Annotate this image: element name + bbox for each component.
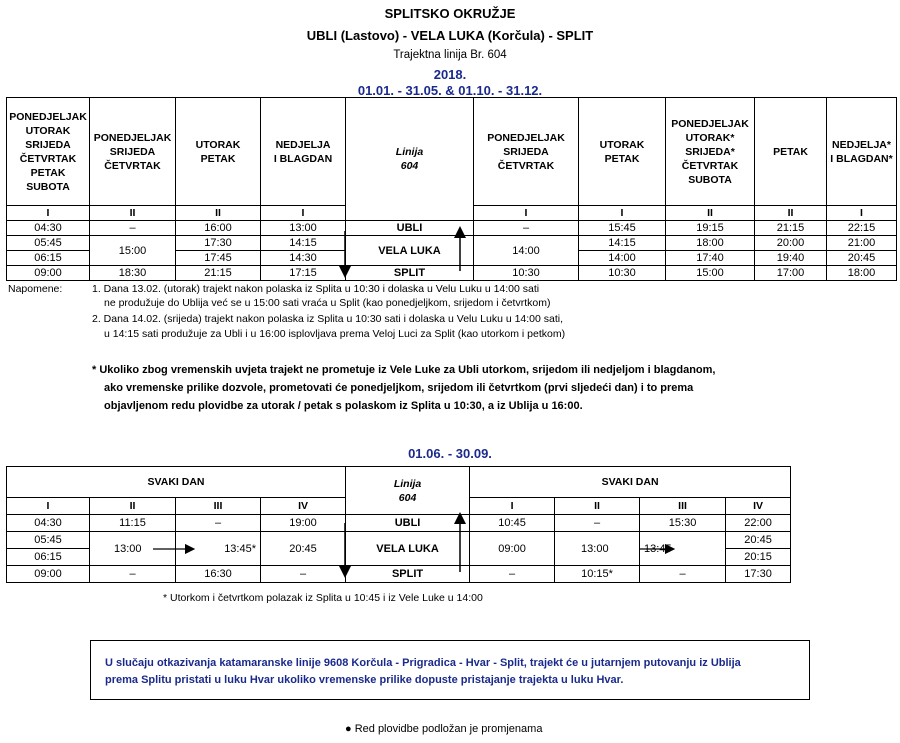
timetable-summer [6, 466, 791, 583]
col-header: UTORAK PETAK [579, 98, 666, 206]
col-header: PONEDJELJAK SRIJEDA ČETVRTAK [474, 98, 579, 206]
summer-footnote: * Utorkom i četvrtkom polazak iz Splita u 10:45 i iz Vele Luke u 14:00 [163, 592, 483, 604]
line-header: Linija 604 [346, 467, 470, 515]
period-summer: 01.06. - 30.09. [408, 446, 492, 461]
station-split: SPLIT [346, 266, 474, 281]
header-row [7, 98, 897, 206]
col-header: PONEDJELJAK UTORAK* SRIJEDA* ČETVRTAK SUBOTA [666, 98, 755, 206]
note-1a: 1. Dana 13.02. (utorak) trajekt nakon polaska iz Splita u 10:30 i dolaska u Velu Luku u 14:00 sati [92, 283, 540, 295]
year: 2018. [433, 67, 467, 82]
svaki-dan-left: SVAKI DAN [7, 467, 346, 498]
hvar-notice-box [90, 640, 810, 700]
table-row: 05:45 13:00 13:45* 20:45 VELA LUKA 09:00 13:00 13:45 20:45 [7, 532, 791, 549]
star-note-1: * Ukoliko zbog vremenskih uvjeta trajekt ne prometuje iz Vele Luke za Ubli utorkom, srijedom ili nedjeljom i blagdanom, [92, 364, 716, 376]
timetable-winter [6, 97, 897, 281]
station-split: SPLIT [346, 566, 470, 583]
table-row: 04:30 11:15 – 19:00 UBLI 10:45 – 15:30 22:00 [7, 515, 791, 532]
class-row: I II II I I I II II I [7, 206, 897, 221]
col-header: NEDJELJA* I BLAGDAN* [827, 98, 897, 206]
class-row: I II III IV I II III IV [7, 498, 791, 515]
svaki-dan-right: SVAKI DAN [470, 467, 791, 498]
table-row: 04:30 – 16:00 13:00 UBLI – 15:45 19:15 21:15 22:15 [7, 221, 897, 236]
col-header: UTORAK PETAK [176, 98, 261, 206]
notice-line-2: prema Splitu pristati u luku Hvar ukoliko vremenske prilike dopuste pristajanje trajekta u luku Hvar. [105, 674, 624, 686]
station-ubli: UBLI [346, 221, 474, 236]
notice-line-1: U slučaju otkazivanja katamaranske linije 9608 Korčula - Prigradica - Hvar - Split, trajekt će u jutarnjem putovanju iz Ublija [105, 657, 741, 669]
period-winter: 01.01. - 31.05. & 01.10. - 31.12. [357, 83, 543, 98]
note-1b: ne produžuje do Ublija već se u 15:00 sati vraća u Split (kao ponedjeljkom, srijedom i četvrtkom) [104, 297, 551, 309]
notes-label: Napomene: [8, 283, 63, 295]
table-row: 05:45 15:00 17:30 14:15 VELA LUKA 14:00 14:15 18:00 20:00 21:00 [7, 236, 897, 251]
star-note-2: ako vremenske prilike dozvole, prometovati će ponedjeljkom, srijedom ili četvrtkom (prvi sljedeći dan) i to prema [104, 382, 694, 394]
col-header: NEDJELJA I BLAGDAN [261, 98, 346, 206]
note-2b: u 14:15 sati produžuje za Ubli i u 16:00 isplovljava prema Veloj Luci za Split (kao utorkom i petkom) [104, 328, 566, 340]
note-2a: 2. Dana 14.02. (srijeda) trajekt nakon polaska iz Splita u 10:30 sati i dolaska u Velu Luku u 14:00 sati, [92, 313, 564, 325]
star-note-3: objavljenom redu plovidbe za utorak / petak s polaskom iz Splita u 10:30, a iz Ublija u 16:00. [104, 400, 583, 412]
col-header: PONEDJELJAK SRIJEDA ČETVRTAK [90, 98, 176, 206]
station-ubli: UBLI [346, 515, 470, 532]
table-row: 06:15 17:45 14:30 14:00 17:40 19:40 20:45 [7, 251, 897, 266]
footer-note: ● Red plovidbe podložan je promjenama [345, 723, 543, 735]
table-row: 06:15 20:15 [7, 549, 791, 566]
col-header: PETAK [755, 98, 827, 206]
line-header: Linija 604 [346, 98, 474, 221]
region-title: SPLITSKO OKRUŽJE [384, 6, 516, 21]
station-vela-luka: VELA LUKA [346, 532, 470, 566]
col-header: PONEDJELJAK UTORAK SRIJEDA ČETVRTAK PETAK SUBOTA [7, 98, 90, 206]
bullet-icon: ● [345, 723, 355, 735]
table-row: 09:00 18:30 21:15 17:15 SPLIT 10:30 10:30 15:00 17:00 18:00 [7, 266, 897, 281]
line-number: Trajektna linija Br. 604 [393, 49, 507, 61]
station-vela-luka: VELA LUKA [346, 236, 474, 266]
table-row: 09:00 – 16:30 – SPLIT – 10:15* – 17:30 [7, 566, 791, 583]
route-title: UBLI (Lastovo) - VELA LUKA (Korčula) - SPLIT [306, 28, 594, 43]
